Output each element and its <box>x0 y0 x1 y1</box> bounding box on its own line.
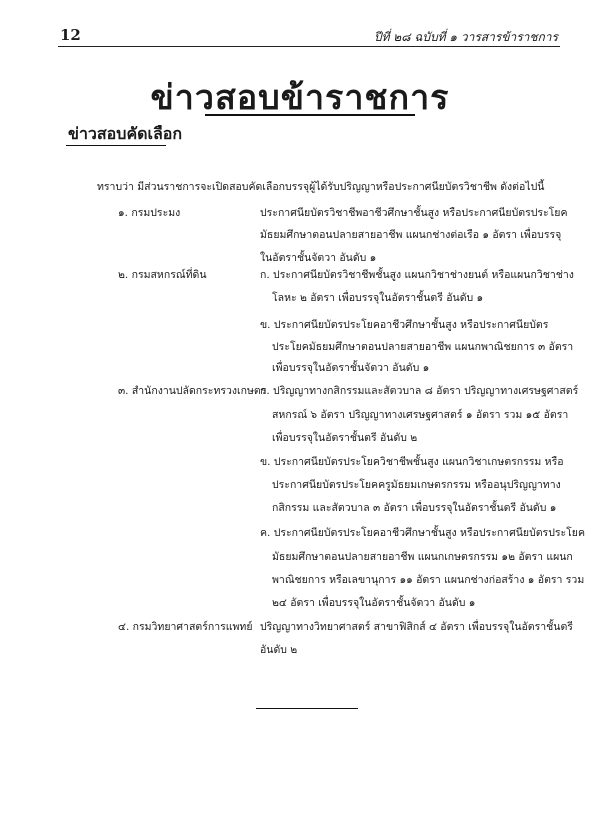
item-line: ประกาศนียบัตรวิชาชีพอาชีวศึกษาชั้นสูง หรือประกาศนียบัตรประโยค <box>260 207 568 219</box>
item-line: ก. ประกาศนียบัตรวิชาชีพชั้นสูง แผนกวิชาช่างยนต์ หรือแผนกวิชาช่าง <box>260 269 574 281</box>
item-line: ในอัตราชั้นจัตวา อันดับ ๑ <box>260 252 377 264</box>
item-line: มัธยมศึกษาตอนปลายสายอาชีพ แผนกช่างต่อเรือ ๑ อัตรา เพื่อบรรจุ <box>260 229 562 241</box>
item-line: เพื่อบรรจุในอัตราชั้นตรี อันดับ ๒ <box>272 432 418 444</box>
item-line: สหกรณ์ ๖ อัตรา ปริญญาทางเศรษฐศาสตร์ ๑ อัตรา รวม ๑๕ อัตรา <box>272 409 569 421</box>
section-heading: ข่าวสอบคัดเลือก <box>68 124 183 143</box>
header-rule <box>58 46 560 47</box>
item-line: พาณิชยการ หรือเลขานุการ ๑๑ อัตรา แผนกช่างก่อสร้าง ๑ อัตรา รวม <box>272 574 585 586</box>
item-line: ปริญญาทางวิทยาศาสตร์ สาขาฟิสิกส์ ๔ อัตรา เพื่อบรรจุในอัตราชั้นตรี <box>260 621 573 633</box>
end-rule <box>256 708 358 709</box>
item-line: ค. ประกาศนียบัตรประโยคอาชีวศึกษาชั้นสูง หรือประกาศนียบัตรประโยค <box>260 527 585 539</box>
item-line: ข. ประกาศนียบัตรประโยคอาชีวศึกษาชั้นสูง หรือประกาศนียบัตร <box>260 319 549 331</box>
item-line: ประกาศนียบัตรประโยคครูมัธยมเกษตรกรรม หรืออนุปริญญาทาง <box>272 479 561 491</box>
journal-header: ปีที่ ๒๘ ฉบับที่ ๑ วารสารข้าราชการ <box>373 30 558 44</box>
section-underline <box>66 145 166 146</box>
item-line: ข. ประกาศนียบัตรประโยควิชาชีพชั้นสูง แผนกวิชาเกษตรกรรม หรือ <box>260 456 564 468</box>
page-title: ข่าวสอบข้าราชการ <box>150 78 450 118</box>
item-line: อันดับ ๒ <box>260 644 298 656</box>
item-label: ๒. กรมสหกรณ์ที่ดิน <box>118 269 207 281</box>
item-line: โลหะ ๒ อัตรา เพื่อบรรจุในอัตราชั้นตรี อันดับ ๑ <box>272 292 484 304</box>
item-line: กสิกรรม และสัตวบาล ๓ อัตรา เพื่อบรรจุในอัตราชั้นตรี อันดับ ๑ <box>272 502 557 514</box>
item-line: มัธยมศึกษาตอนปลายสายอาชีพ แผนกเกษตรกรรม ๑๒ อัตรา แผนก <box>272 551 573 563</box>
item-label: ๓. สำนักงานปลัดกระทรวงเกษตร <box>118 385 267 397</box>
title-underline <box>205 114 415 116</box>
intro-paragraph: ทราบว่า มีส่วนราชการจะเปิดสอบคัดเลือกบรรจุผู้ได้รับปริญญาหรือประกาศนียบัตรวิชาชีพ ดังต่อไปนี้ <box>97 181 545 193</box>
item-line: ๒๔ อัตรา เพื่อบรรจุในอัตราชั้นจัตวา อันดับ ๑ <box>272 597 476 609</box>
item-line: เพื่อบรรจุในอัตราชั้นจัตวา อันดับ ๑ <box>272 362 430 374</box>
item-label: ๑. กรมประมง <box>118 207 181 219</box>
item-line: ประโยคมัธยมศึกษาตอนปลายสายอาชีพ แผนกพาณิชยการ ๓ อัตรา <box>272 341 574 353</box>
page-number: 12 <box>60 26 81 44</box>
item-line: ก. ปริญญาทางกสิกรรมและสัตวบาล ๘ อัตรา ปริญญาทางเศรษฐศาสตร์ <box>260 385 579 397</box>
item-label: ๔. กรมวิทยาศาสตร์การแพทย์ <box>118 621 253 633</box>
